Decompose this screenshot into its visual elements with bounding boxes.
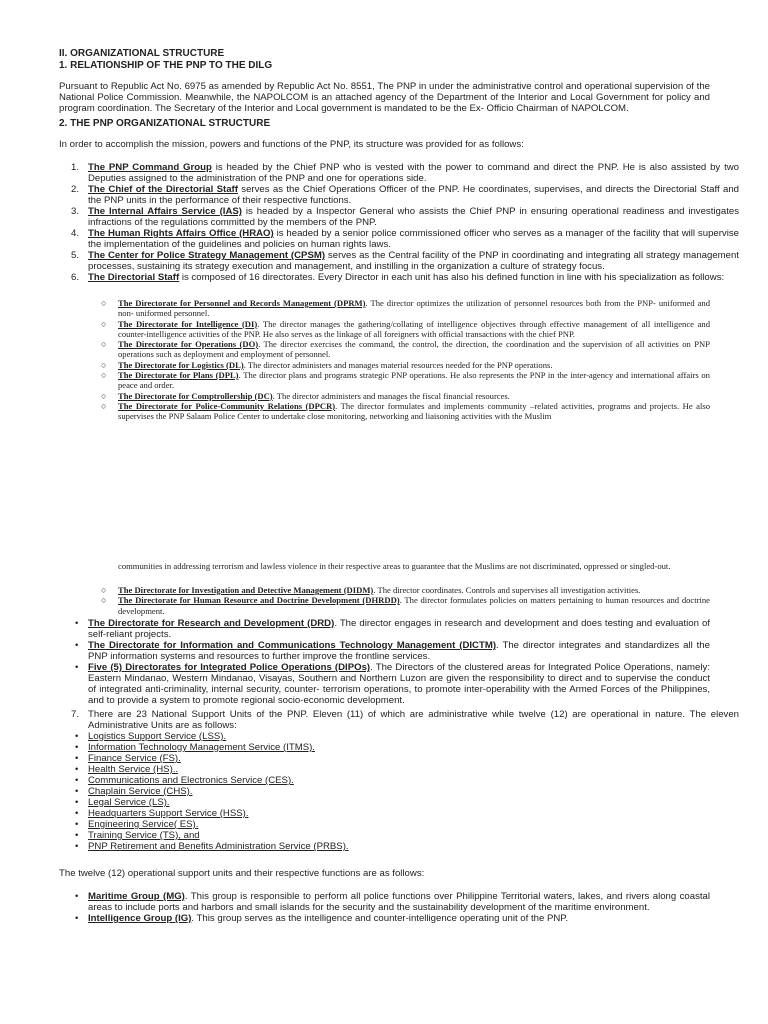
item-text: is headed by a senior police commissioned officer who serves as a manager of the facility that will supervise the implementation of the guidelines and policies on human rights laws.	[88, 228, 739, 250]
operational-unit-text: . This group serves as the intelligence and counter-intelligence operating unit of the PNP.	[191, 913, 569, 924]
continuation-text: communities in addressing terrorism and lawless violence in their respective areas to guarantee that the Muslims are not discriminated, oppressed or singled-out.	[118, 561, 671, 571]
circle-bullet-icon: ○	[101, 390, 107, 401]
directorate-item	[101, 370, 710, 391]
operational-unit-text: . This group is responsible to perform all police functions over Philippine Territorial waters, lakes, and rivers along coastal areas to include ports and harbors and small islands for the security and the sustainability development of the maritime environment.	[88, 891, 711, 913]
operational-units-intro: The twelve (12) operational support units and their respective functions are as follows:	[59, 868, 425, 879]
directorate-term: The Directorate for Investigation and Detective Management (DIDM)	[118, 585, 374, 595]
admin-unit-label: Health Service (HS)..	[88, 764, 179, 775]
bullet-text: . The Directors of the clustered areas for Integrated Police Operations, namely: Eastern Mindanao, Western Mindanao, Visayas, Southern and Northern Luzon are given the responsibility to direct and to supervise the conduct of integrated anti-criminality, internal security, counter- terrorism operations, to promote inter-operability with the Armed Forces of the Philippines, and to provide a system to promote regional socio-economic development.	[88, 662, 710, 706]
numbered-item	[71, 206, 739, 228]
numbered-item	[71, 162, 739, 184]
bullet-item	[59, 662, 710, 706]
bullet-icon: •	[75, 891, 79, 902]
item-text: serves as the Central facility of the PNP in coordinating and integrating all strategy management processes, sustaining its strategy execution and management, and instilling in the organization a culture of strategy focus.	[88, 250, 739, 272]
bullet-term: The Directorate for Research and Development (DRD)	[88, 618, 335, 629]
admin-unit-label: Communications and Electronics Service (CES).	[88, 775, 294, 786]
numbered-item	[71, 228, 739, 250]
bullet-icon: •	[75, 841, 79, 852]
directorate-item	[101, 298, 710, 319]
bullet-icon: •	[75, 742, 79, 753]
numbered-item	[71, 709, 739, 731]
directorate-text: . The director coordinates. Controls and supervises all investigation activities.	[373, 585, 641, 595]
circle-bullet-icon: ○	[101, 595, 107, 606]
bullet-term: Five (5) Directorates for Integrated Police Operations (DIPOs)	[88, 662, 371, 673]
bullet-icon: •	[75, 819, 79, 830]
item-term: The Human Rights Affairs Office (HRAO)	[88, 228, 274, 239]
admin-unit-item	[59, 742, 710, 753]
directorate-text: . The director exercises the command, the control, the direction, the coordination and the supervision of all activities on PNP operations such as deployment and employment of personnel.	[118, 339, 710, 360]
operational-unit-term: Maritime Group (MG)	[88, 891, 185, 902]
bullet-term: The Directorate for Information and Communications Technology Management (DICTM)	[88, 640, 497, 651]
subsection-2-intro: In order to accomplish the mission, powers and functions of the PNP, its structure was provided for as follows:	[59, 139, 524, 150]
directorate-item	[101, 585, 710, 595]
administrative-units-list	[59, 731, 710, 852]
bullet-text: . The director engages in research and development and does testing and evaluation of self-reliant projects.	[88, 618, 710, 640]
circle-bullet-icon: ○	[101, 339, 107, 350]
operational-unit-term: Intelligence Group (IG)	[88, 913, 192, 924]
section-title: II. ORGANIZATIONAL STRUCTURE	[59, 48, 225, 59]
circle-bullet-icon: ○	[101, 298, 107, 308]
bullet-icon: •	[75, 775, 79, 786]
directorate-term: The Directorate for Plans (DPL)	[118, 370, 239, 381]
directorate-term: The Directorate for Intelligence (DI)	[118, 318, 258, 329]
circle-bullet-icon: ○	[101, 359, 107, 370]
item-number: 2.	[71, 184, 80, 195]
directorate-text: . The director manages the gathering/collating of intelligence objectives through effective management of all intelligence and counter-intelligence activities of the PNP. He also serves as the linkage of all foreigners with official transactions with the chief PNP.	[118, 318, 711, 339]
item-text: There are 23 National Support Units of the PNP. Eleven (11) of which are administrative while twelve (12) are operational in nature. The eleven Administrative Units are as follows:	[88, 709, 739, 731]
directorates-list-a	[101, 298, 710, 422]
admin-unit-item	[59, 786, 710, 797]
admin-unit-label: Training Service (TS), and	[88, 830, 200, 841]
bullet-text: . The director integrates and standardizes all the PNP information systems and resources to further improve the frontline services.	[88, 640, 710, 662]
directorate-text: . The director formulates policies on matters pertaining to human resources and doctrine development.	[118, 595, 710, 616]
item-number: 5.	[71, 250, 80, 261]
bullet-icon: •	[75, 913, 79, 924]
bullet-icon: •	[75, 786, 79, 797]
item-term: The Directorial Staff	[88, 272, 180, 283]
bullet-icon: •	[75, 618, 79, 629]
item-text: is composed of 16 directorates. Every Director in each unit has also his defined function in line with his specialization as follows:	[179, 272, 725, 283]
admin-unit-item	[59, 808, 710, 819]
admin-unit-item	[59, 797, 710, 808]
item-number: 1.	[71, 162, 80, 173]
bullet-icon: •	[75, 662, 79, 673]
item-term: The PNP Command Group	[88, 162, 212, 173]
directorate-text: . The director formulates and implements community –related activities, programs and projects. He also supervises the PNP Salaam Police Center to undertake close monitoring, networking and liaisoning activities with the Muslim	[118, 400, 710, 422]
directorate-term: The Directorate for Comptrollership (DC)	[118, 390, 273, 401]
directorate-item	[101, 339, 710, 360]
directorate-item	[101, 595, 710, 616]
directorate-text: . The director administers and manages the fiscal financial resources.	[272, 390, 510, 401]
item-text: is headed by the Chief PNP who is vested with the power to command and direct the PNP. He is also assisted by two Deputies assigned to the administration of the PNP and one for operations side.	[88, 162, 739, 184]
circle-bullet-icon: ○	[101, 400, 107, 411]
admin-unit-label: Headquarters Support Service (HSS).	[88, 808, 249, 819]
directorate-text: . The director administers and manages material resources needed for the PNP operations.	[243, 359, 553, 370]
directorate-item	[101, 391, 710, 401]
circle-bullet-icon: ○	[101, 370, 107, 381]
admin-unit-label: Legal Service (LS).	[88, 797, 170, 808]
subsection-title-2: 2. THE PNP ORGANIZATIONAL STRUCTURE	[59, 118, 271, 129]
admin-unit-item	[59, 819, 710, 830]
bullet-item	[59, 640, 710, 662]
bullet-item	[59, 618, 710, 640]
directorate-term: The Directorate for Human Resource and Doctrine Development (DHRDD)	[118, 595, 400, 606]
operational-unit-item	[59, 891, 710, 913]
operational-unit-item	[59, 913, 710, 924]
subsection-1-paragraph: Pursuant to Republic Act No. 6975 as amended by Republic Act No. 8551, The PNP in under the administrative control and operational supervision of the National Police Commission. Meanwhile, the NAPOLCOM is an attached agency of the Department of the Interior and Local Government for policy and program coordination. The Secretary of the Interior and Local government is mandated to be the Ex- Officio Chairman of NAPOLCOM.	[59, 81, 710, 114]
admin-unit-item	[59, 731, 710, 742]
item-text: is headed by a Inspector General who assists the Chief PNP in ensuring operational readiness and investigates infractions of the regulations committed by the members of the PNP.	[88, 206, 739, 228]
item-text: serves as the Chief Operations Officer of the PNP. He coordinates, supervises, and directs the Directorial Staff and the PNP units in the performance of their respective functions.	[88, 184, 739, 206]
item-number: 3.	[71, 206, 80, 217]
directorate-text: . The director plans and programs strategic PNP operations. He also represents the PNP in the inter-agency and international affairs on peace and order.	[118, 370, 710, 391]
numbered-list-7	[59, 709, 739, 731]
admin-unit-item	[59, 775, 710, 786]
admin-unit-label: Chaplain Service (CHS).	[88, 786, 193, 797]
bullet-icon: •	[75, 753, 79, 764]
admin-unit-item	[59, 841, 710, 852]
numbered-item	[71, 184, 739, 206]
item-number: 7.	[71, 709, 80, 720]
admin-unit-item	[59, 753, 710, 764]
numbered-item	[71, 272, 739, 283]
admin-unit-label: Engineering Service( ES).	[88, 819, 199, 830]
operational-units-list	[59, 891, 710, 924]
bullet-icon: •	[75, 808, 79, 819]
admin-unit-label: Logistics Support Service (LSS).	[88, 731, 227, 742]
directorate-term: The Directorate for Logistics (DL)	[118, 359, 244, 370]
bullet-icon: •	[75, 640, 79, 651]
admin-unit-label: Finance Service (FS).	[88, 753, 181, 764]
bullet-icon: •	[75, 764, 79, 775]
item-number: 6.	[71, 272, 80, 283]
bullet-icon: •	[75, 797, 79, 808]
item-term: The Chief of the Directorial Staff	[88, 184, 238, 195]
numbered-list-1-6	[59, 162, 739, 283]
admin-unit-label: PNP Retirement and Benefits Administration Service (PRBS).	[88, 841, 349, 852]
bullet-icon: •	[75, 830, 79, 841]
directorate-item	[101, 319, 710, 340]
directorate-term: The Directorate for Police-Community Relations (DPCR)	[118, 400, 336, 411]
admin-unit-item	[59, 830, 710, 841]
item-term: The Center for Police Strategy Management (CPSM)	[88, 250, 326, 261]
item-number: 4.	[71, 228, 80, 239]
directorates-bullets	[59, 618, 710, 706]
directorate-item	[101, 360, 710, 370]
directorates-list-b	[101, 585, 710, 616]
directorate-term: The Directorate for Operations (DO)	[118, 339, 259, 350]
circle-bullet-icon: ○	[101, 585, 107, 595]
subsection-title-1: 1. RELATIONSHIP OF THE PNP TO THE DILG	[59, 60, 273, 71]
directorate-item	[101, 401, 710, 422]
numbered-item	[71, 250, 739, 272]
admin-unit-label: Information Technology Management Service (ITMS).	[88, 742, 315, 753]
circle-bullet-icon: ○	[101, 318, 107, 329]
admin-unit-item	[59, 764, 710, 775]
directorate-text: . The director optimizes the utilization of personnel resources both from the PNP- uniformed and non- uniformed personnel.	[118, 298, 710, 319]
item-term: The Internal Affairs Service (IAS)	[88, 206, 242, 217]
directorate-term: The Directorate for Personnel and Records Management (DPRM)	[118, 298, 366, 308]
bullet-icon: •	[75, 731, 79, 742]
